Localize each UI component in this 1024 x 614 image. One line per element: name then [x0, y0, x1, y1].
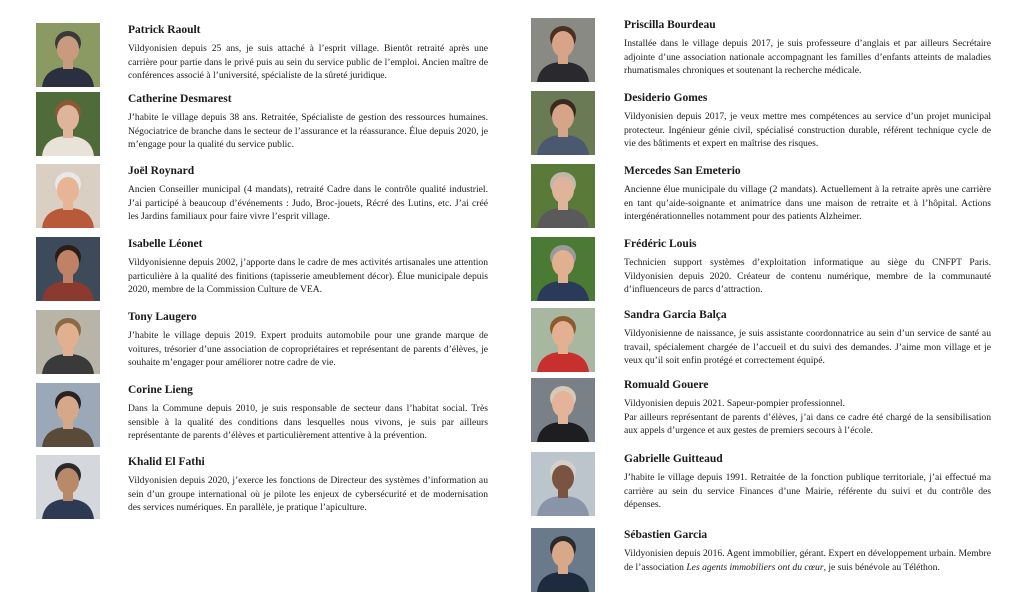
portrait-photo: [36, 383, 100, 447]
member-name: Khalid El Fathi: [128, 456, 205, 468]
member-bio: Dans la Commune depuis 2010, je suis responsable de secteur dans l’habitat social. Très sensible à la qualité des conditions dans lesquelles nous vivons, je suis par ailleurs représentante de parents d’élèves et particulièrement attentive à la prévention.: [128, 403, 488, 442]
portrait-image: [36, 237, 100, 301]
member-name: Patrick Raoult: [128, 24, 201, 36]
portrait-face: [552, 465, 574, 491]
portrait-photo: [36, 455, 100, 519]
member-bio: Vildyonisien depuis 25 ans, je suis attaché à l’esprit village. Bientôt retraité après une carrière pour partie dans le privé puis au sein du service public de l’emploi. Ancien maître de conférences associé à l’université, spécialiste de la sûreté juridique.: [128, 43, 488, 82]
member-name: Desiderio Gomes: [624, 92, 708, 104]
member-bio: Installée dans le village depuis 2017, je suis professeure d’anglais et par ailleurs Secrétaire adjointe d’une association nationale accompagnant les familles d’enfants atteints de maladies rhumatismales chroniques et soutenant la recherche médicale.: [624, 38, 991, 77]
member-name: Tony Laugero: [128, 311, 197, 323]
portrait-face: [57, 36, 79, 62]
portrait-photo: [36, 310, 100, 374]
bio-text: , je suis bénévole au Téléthon.: [823, 561, 940, 573]
member-bio: Vildyonisien depuis 2020, j’exerce les fonctions de Directeur des systèmes d’information au sein d’un groupe international où je pilote les enjeux de cybersécurité et de modernisation des services numériques. En parallèle, je pratique l’apiculture.: [128, 475, 488, 514]
portrait-photo: [531, 528, 595, 592]
member-name: Priscilla Bourdeau: [624, 19, 716, 31]
portrait-photo: [531, 237, 595, 301]
portrait-image: [531, 378, 595, 442]
portrait-image: [36, 310, 100, 374]
portrait-photo: [531, 308, 595, 372]
portrait-face: [57, 468, 79, 494]
member-name: Mercedes San Emeterio: [624, 165, 741, 177]
portrait-photo: [36, 23, 100, 87]
association-name: Les agents immobiliers ont du cœur: [686, 561, 824, 573]
portrait-image: [36, 455, 100, 519]
portrait-image: [36, 92, 100, 156]
member-name: Joël Roynard: [128, 165, 195, 177]
portrait-face: [552, 104, 574, 130]
portrait-face: [57, 177, 79, 203]
member-name: Sébastien Garcia: [624, 529, 708, 541]
member-bio: Ancien Conseiller municipal (4 mandats), retraité Cadre dans le contrôle qualité industriel. J’ai participé à beaucoup d’événements : Judo, Broc-jouets, Récré des Lutins, etc. J’ai créé les Jardins familiaux pour faire vivre l’esprit village.: [128, 184, 488, 223]
portrait-face: [57, 323, 79, 349]
member-bio: J’habite le village depuis 38 ans. Retraitée, Spécialiste de gestion des ressources humaines. Négociatrice de branche dans le secteur de l’assurance et la réassurance. Élue depuis 2020, je m’engage pour la qualité du service public.: [128, 112, 488, 151]
member-bio: Vildyonisienne de naissance, je suis assistante coordonnatrice au sein d’un service de santé au travail, spécialement chargée de l’accueil et du suivi des demandes. J’aime mon village et je veux qu’il soit enfin protégé et correctement équipé.: [624, 328, 991, 367]
portrait-face: [57, 250, 79, 276]
portrait-image: [531, 308, 595, 372]
portrait-image: [36, 23, 100, 87]
member-bio: J’habite le village depuis 1991. Retraitée de la fonction publique territoriale, j’ai effectué ma carrière au sein du service Finances d’une Mairie, référente du suivi et du contrôle des dépenses.: [624, 472, 991, 511]
portrait-face: [57, 105, 79, 131]
portrait-image: [36, 164, 100, 228]
bio-text: Vildyonisien depuis 2016. Agent immobilier, gérant. Expert en développement urbain. Membre de l’association: [624, 548, 991, 573]
portrait-image: [531, 91, 595, 155]
portrait-photo: [531, 378, 595, 442]
portrait-face: [552, 391, 574, 417]
member-name: Corine Lieng: [128, 384, 193, 396]
member-name: Sandra Garcia Balça: [624, 309, 727, 321]
portrait-face: [552, 321, 574, 347]
member-bio: J’habite le village depuis 2019. Expert produits automobile pour une grande marque de voitures, trésorier d’une association de copropriétaires et représentant de parents d’élèves, je souhaite m’engager pour améliorer notre cadre de vie.: [128, 330, 488, 369]
portrait-photo: [531, 18, 595, 82]
portrait-face: [552, 177, 574, 203]
member-bio: Ancienne élue municipale du village (2 mandats). Actuellement à la retraite après une carrière en tant qu’aide-soignante et animatrice dans une maison de retraite et à l’hôpital. Actions intergénérationnelles notamment pour des patients Alzheimer.: [624, 184, 991, 223]
portrait-face: [552, 541, 574, 567]
portrait-image: [531, 164, 595, 228]
member-name: Gabrielle Guitteaud: [624, 453, 723, 465]
portrait-image: [531, 528, 595, 592]
portrait-photo: [531, 91, 595, 155]
portrait-photo: [36, 164, 100, 228]
member-bio: Vildyonisienne depuis 2002, j’apporte dans le cadre de mes activités artisanales une attention particulière à la qualité des finitions (tapisserie ameublement décor). Élue municipale depuis 2020, membre de la Commission Culture de VEA.: [128, 257, 488, 296]
member-bio: Technicien support systèmes d’exploitation informatique au siège du CNFPT Paris. Vildyonisien depuis 2020. Créateur de contenu numérique, membre de la communauté d’influenceurs de parcs d’attraction.: [624, 257, 991, 296]
member-name: Catherine Desmarest: [128, 93, 232, 105]
portrait-photo: [531, 164, 595, 228]
member-bio: Vildyonisien depuis 2021. Sapeur-pompier professionnel. Par ailleurs représentant de parents d’élèves, j’ai dans ce cadre été chargé de la sensibilisation aux appels d’urgence et aux gestes de premiers secours à l’école.: [624, 398, 991, 437]
member-name: Romuald Gouere: [624, 379, 709, 391]
member-bio: Vildyonisien depuis 2017, je veux mettre mes compétences au service d’un projet municipal protecteur. Ingénieur génie civil, spécialisé construction durable, référent technique cycle de vie des bâtiments et expert en maîtrise des risques.: [624, 111, 991, 150]
portrait-face: [57, 396, 79, 422]
portrait-image: [531, 18, 595, 82]
portrait-photo: [36, 92, 100, 156]
portrait-photo: [531, 452, 595, 516]
portrait-face: [552, 31, 574, 57]
member-name: Isabelle Léonet: [128, 238, 203, 250]
member-name: Frédéric Louis: [624, 238, 697, 250]
portrait-photo: [36, 237, 100, 301]
portrait-image: [36, 383, 100, 447]
portrait-image: [531, 452, 595, 516]
member-bio: [624, 547, 991, 574]
portrait-face: [552, 250, 574, 276]
portrait-image: [531, 237, 595, 301]
